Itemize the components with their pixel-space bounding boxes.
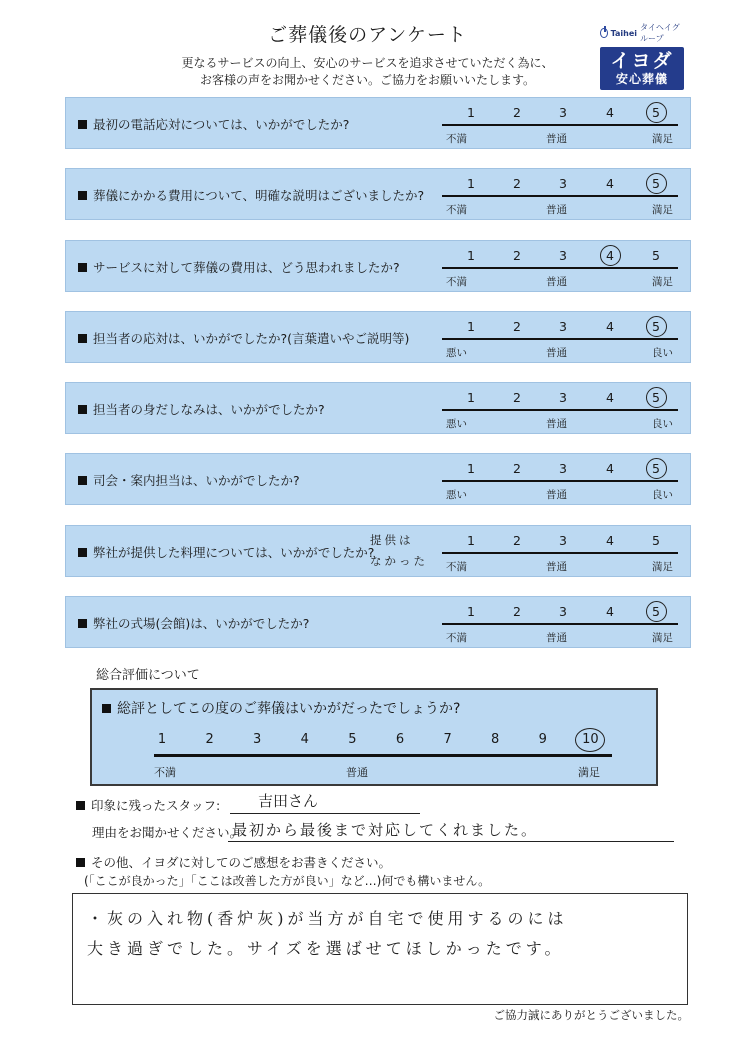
scale-line bbox=[442, 338, 678, 340]
selected-circle-mark bbox=[646, 173, 667, 194]
overall-label-high: 満足 bbox=[578, 766, 600, 779]
rating-option: 3 bbox=[559, 319, 567, 334]
comments-hint: (「ここが良かった」「ここは改善した方が良い」など…)何でも構いません。 bbox=[84, 874, 491, 888]
rating-option: 1 bbox=[467, 533, 475, 548]
overall-rating-option: 9 bbox=[538, 732, 547, 747]
rating-scale bbox=[442, 604, 682, 620]
rating-scale bbox=[442, 461, 682, 477]
label-low: 不満 bbox=[446, 276, 467, 288]
rating-option: 4 bbox=[606, 390, 614, 405]
question-row bbox=[65, 311, 691, 363]
rating-option: 4 bbox=[606, 604, 614, 619]
bullet-square-icon bbox=[78, 191, 87, 200]
rating-option: 3 bbox=[559, 105, 567, 120]
overall-label-mid: 普通 bbox=[346, 766, 368, 779]
question-text bbox=[78, 186, 424, 204]
rating-option: 4 bbox=[606, 105, 614, 120]
label-low: 不満 bbox=[446, 133, 467, 145]
question-label: 最初の電話応対については、いかがでしたか? bbox=[93, 117, 350, 132]
question-label: 司会・案内担当は、いかがでしたか? bbox=[93, 473, 300, 488]
overall-scale-numbers bbox=[157, 732, 599, 750]
question-text bbox=[78, 258, 400, 276]
rating-option: 5 bbox=[652, 390, 660, 405]
logo-sub: 安心葬儀 bbox=[615, 72, 668, 86]
label-mid: 普通 bbox=[546, 489, 567, 501]
reason-label: 理由をお聞かせください。 bbox=[92, 825, 243, 840]
scale-line bbox=[442, 124, 678, 126]
rating-option: 3 bbox=[559, 248, 567, 263]
rating-option: 3 bbox=[559, 461, 567, 476]
selected-circle-mark bbox=[646, 387, 667, 408]
selected-circle-mark bbox=[575, 728, 605, 752]
logo-main: イヨダ bbox=[610, 50, 674, 72]
rating-option: 4 bbox=[606, 319, 614, 334]
comment-line-2: 大き過ぎでした。サイズを選ばせてほしかったです。 bbox=[87, 939, 565, 958]
label-mid: 普通 bbox=[546, 632, 567, 644]
rating-option: 4 bbox=[606, 176, 614, 191]
scale-line bbox=[442, 480, 678, 482]
rating-scale bbox=[442, 319, 682, 335]
rating-option: 2 bbox=[513, 461, 521, 476]
label-high: 良い bbox=[652, 347, 673, 359]
rating-option: 4 bbox=[606, 248, 614, 263]
intro-line-2: お客様の声をお聞かせください。ご協力をお願いいたします。 bbox=[199, 73, 536, 87]
bullet-square-icon bbox=[78, 263, 87, 272]
question-text bbox=[78, 400, 325, 418]
handwritten-note-line-1: 提供は bbox=[370, 533, 414, 547]
overall-rating-option: 7 bbox=[443, 732, 452, 747]
selected-circle-mark bbox=[646, 601, 667, 622]
rating-option: 2 bbox=[513, 105, 521, 120]
page-title: ご葬儀後のアンケート bbox=[268, 24, 467, 46]
overall-question-text: 総評としてこの度のご葬儀はいかがだったでしょうか? bbox=[117, 701, 461, 717]
reason-text: 最初から最後まで対応してくれました。 bbox=[232, 821, 539, 839]
overall-rating-option: 2 bbox=[205, 732, 214, 747]
rating-option: 5 bbox=[652, 105, 660, 120]
question-text bbox=[78, 471, 300, 489]
reason-underline bbox=[228, 841, 674, 842]
question-row bbox=[65, 596, 691, 648]
bullet-square-icon bbox=[76, 858, 85, 867]
label-low: 悪い bbox=[446, 489, 467, 501]
rating-option: 5 bbox=[652, 248, 660, 263]
rating-option: 2 bbox=[513, 533, 521, 548]
taihei-mark-icon bbox=[600, 28, 608, 38]
label-mid: 普通 bbox=[546, 204, 567, 216]
question-row bbox=[65, 382, 691, 434]
question-row bbox=[65, 453, 691, 505]
question-text bbox=[78, 614, 309, 632]
logo-group: タイヘイグループ bbox=[640, 23, 680, 43]
rating-option: 2 bbox=[513, 248, 521, 263]
question-row bbox=[65, 240, 691, 292]
overall-question bbox=[102, 698, 460, 718]
label-low: 不満 bbox=[446, 204, 467, 216]
label-low: 不満 bbox=[446, 561, 467, 573]
rating-option: 1 bbox=[467, 604, 475, 619]
question-text bbox=[78, 543, 374, 561]
question-text bbox=[78, 329, 409, 347]
selected-circle-mark bbox=[646, 316, 667, 337]
rating-option: 1 bbox=[467, 461, 475, 476]
rating-option: 3 bbox=[559, 604, 567, 619]
rating-option: 1 bbox=[467, 390, 475, 405]
rating-option: 2 bbox=[513, 390, 521, 405]
rating-scale bbox=[442, 248, 682, 264]
scale-line bbox=[442, 409, 678, 411]
comments-label bbox=[76, 853, 391, 871]
label-mid: 普通 bbox=[546, 276, 567, 288]
rating-option: 2 bbox=[513, 604, 521, 619]
staff-name-underline bbox=[230, 813, 420, 814]
rating-scale bbox=[442, 105, 682, 121]
rating-option: 1 bbox=[467, 248, 475, 263]
overall-rating-option: 5 bbox=[348, 732, 357, 747]
scale-line bbox=[442, 267, 678, 269]
label-high: 満足 bbox=[652, 276, 673, 288]
question-label: 弊社が提供した料理については、いかがでしたか? bbox=[93, 545, 375, 560]
staff-label bbox=[76, 796, 220, 814]
rating-option: 3 bbox=[559, 390, 567, 405]
bullet-square-icon bbox=[78, 548, 87, 557]
bullet-square-icon bbox=[78, 476, 87, 485]
overall-rating-option: 4 bbox=[300, 732, 309, 747]
label-high: 満足 bbox=[652, 133, 673, 145]
handwritten-note-line-2: なかった bbox=[370, 554, 428, 568]
label-high: 満足 bbox=[652, 561, 673, 573]
question-row bbox=[65, 168, 691, 220]
question-label: 弊社の式場(会館)は、いかがでしたか? bbox=[93, 616, 310, 631]
question-row bbox=[65, 97, 691, 149]
question-label: 担当者の身だしなみは、いかがでしたか? bbox=[93, 402, 325, 417]
rating-scale bbox=[442, 390, 682, 406]
rating-scale bbox=[442, 176, 682, 192]
question-label: 葬儀にかかる費用について、明確な説明はございましたか? bbox=[93, 188, 425, 203]
label-high: 良い bbox=[652, 489, 673, 501]
rating-option: 5 bbox=[652, 176, 660, 191]
question-label: 担当者の応対は、いかがでしたか?(言葉遣いやご説明等) bbox=[93, 331, 410, 346]
staff-name: 吉田さん bbox=[258, 792, 319, 810]
rating-option: 1 bbox=[467, 319, 475, 334]
overall-box bbox=[90, 688, 658, 786]
selected-circle-mark bbox=[600, 245, 621, 266]
label-low: 悪い bbox=[446, 347, 467, 359]
scale-line bbox=[442, 552, 678, 554]
logo-box bbox=[600, 47, 684, 90]
rating-option: 3 bbox=[559, 176, 567, 191]
rating-option: 5 bbox=[652, 461, 660, 476]
label-high: 良い bbox=[652, 418, 673, 430]
label-mid: 普通 bbox=[546, 347, 567, 359]
overall-heading: 総合評価について bbox=[96, 668, 200, 683]
overall-rating-option: 6 bbox=[395, 732, 405, 747]
rating-option: 4 bbox=[606, 533, 614, 548]
comment-box bbox=[72, 893, 688, 1005]
label-mid: 普通 bbox=[546, 418, 567, 430]
rating-option: 5 bbox=[652, 319, 660, 334]
label-mid: 普通 bbox=[546, 561, 567, 573]
rating-option: 5 bbox=[652, 533, 660, 548]
selected-circle-mark bbox=[646, 102, 667, 123]
overall-rating-option: 1 bbox=[157, 732, 167, 747]
thanks-text: ご協力誠にありがとうございました。 bbox=[493, 1008, 689, 1022]
logo-group-line bbox=[600, 22, 684, 44]
bullet-square-icon bbox=[78, 405, 87, 414]
rating-option: 2 bbox=[513, 176, 521, 191]
scale-line bbox=[442, 623, 678, 625]
overall-rating-option: 8 bbox=[491, 732, 500, 747]
staff-label-text: 印象に残ったスタッフ: bbox=[91, 798, 221, 813]
rating-option: 1 bbox=[467, 105, 475, 120]
rating-option: 3 bbox=[559, 533, 567, 548]
intro-line-1: 更なるサービスの向上、安心のサービスを追求させていただく為に、 bbox=[181, 56, 554, 70]
rating-option: 1 bbox=[467, 176, 475, 191]
overall-rating-option: 10 bbox=[582, 732, 599, 747]
label-high: 満足 bbox=[652, 204, 673, 216]
label-high: 満足 bbox=[652, 632, 673, 644]
label-low: 悪い bbox=[446, 418, 467, 430]
bullet-square-icon bbox=[78, 619, 87, 628]
overall-scale-line bbox=[154, 754, 612, 757]
rating-option: 2 bbox=[513, 319, 521, 334]
company-logo bbox=[600, 22, 684, 90]
selected-circle-mark bbox=[646, 458, 667, 479]
bullet-square-icon bbox=[76, 801, 85, 810]
question-text bbox=[78, 115, 349, 133]
rating-scale bbox=[442, 533, 682, 549]
overall-label-low: 不満 bbox=[154, 766, 176, 779]
comments-label-text: その他、イヨダに対してのご感想をお書きください。 bbox=[91, 855, 392, 870]
question-label: サービスに対して葬儀の費用は、どう思われましたか? bbox=[93, 260, 400, 275]
question-row bbox=[65, 525, 691, 577]
label-mid: 普通 bbox=[546, 133, 567, 145]
bullet-square-icon bbox=[78, 334, 87, 343]
bullet-square-icon bbox=[102, 704, 111, 713]
overall-rating-option: 3 bbox=[253, 732, 262, 747]
logo-brand-small: Taihei bbox=[610, 28, 638, 38]
bullet-square-icon bbox=[78, 120, 87, 129]
rating-option: 5 bbox=[652, 604, 660, 619]
comment-line-1: ・灰の入れ物(香炉灰)が当方が自宅で使用するのには bbox=[87, 909, 568, 928]
scale-line bbox=[442, 195, 678, 197]
label-low: 不満 bbox=[446, 632, 467, 644]
rating-option: 4 bbox=[606, 461, 614, 476]
